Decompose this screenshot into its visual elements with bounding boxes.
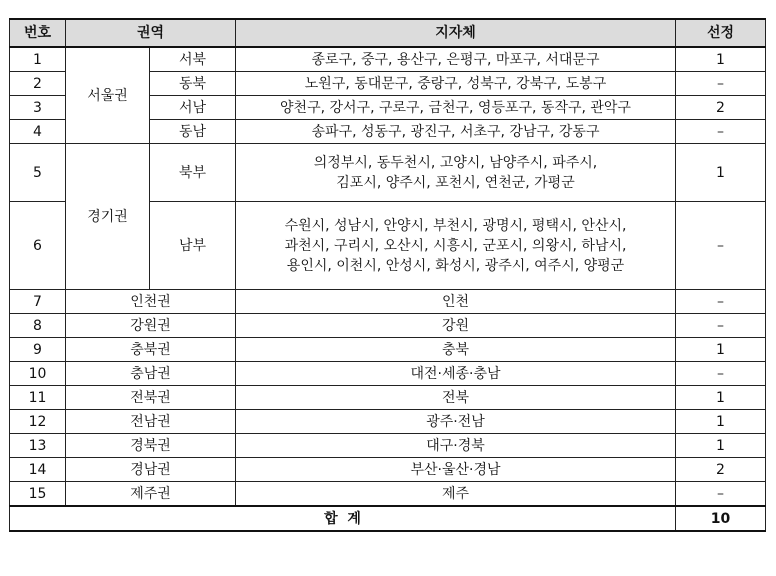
local-gov-line: 의정부시, 동두천시, 고양시, 남양주시, 파주시,	[313, 154, 598, 171]
sub-region: 북부	[150, 144, 236, 202]
sub-region: 남부	[150, 202, 236, 290]
header-selected: 선정	[676, 19, 766, 47]
region-name: 충북권	[66, 338, 236, 362]
local-gov-list: 양천구, 강서구, 구로구, 금천구, 영등포구, 동작구, 관악구	[236, 96, 676, 120]
local-gov-list: 종로구, 중구, 용산구, 은평구, 마포구, 서대문구	[236, 47, 676, 72]
local-gov-line: 과천시, 구리시, 오산시, 시흥시, 군포시, 의왕시, 하남시,	[284, 237, 627, 254]
region-group-gyeonggi: 경기권	[66, 144, 150, 290]
header-no: 번호	[10, 19, 66, 47]
row-no: 14	[10, 458, 66, 482]
selected-count: 1	[676, 144, 766, 202]
table-row	[10, 458, 766, 482]
table-header-row	[10, 19, 766, 47]
local-gov-list: 강원	[236, 314, 676, 338]
selected-count: –	[676, 202, 766, 290]
row-no: 15	[10, 482, 66, 507]
table-row	[10, 290, 766, 314]
table-row	[10, 482, 766, 507]
total-value: 10	[676, 506, 766, 531]
selected-count: 1	[676, 338, 766, 362]
total-label: 합 계	[10, 506, 676, 531]
local-gov-list: 전북	[236, 386, 676, 410]
selected-count: –	[676, 314, 766, 338]
sub-region: 서북	[150, 47, 236, 72]
local-gov-line: 김포시, 양주시, 포천시, 연천군, 가평군	[336, 174, 575, 191]
row-no: 8	[10, 314, 66, 338]
selected-count: 2	[676, 458, 766, 482]
local-gov-list: 대구·경북	[236, 434, 676, 458]
local-gov-list: 충북	[236, 338, 676, 362]
local-gov-list: 대전·세종·충남	[236, 362, 676, 386]
region-name: 경남권	[66, 458, 236, 482]
table-row	[10, 386, 766, 410]
local-gov-list: 인천	[236, 290, 676, 314]
region-name: 경북권	[66, 434, 236, 458]
selected-count: –	[676, 72, 766, 96]
local-gov-list	[236, 202, 676, 290]
region-name: 전북권	[66, 386, 236, 410]
local-gov-list: 노원구, 동대문구, 중랑구, 성북구, 강북구, 도봉구	[236, 72, 676, 96]
region-name: 강원권	[66, 314, 236, 338]
selected-count: –	[676, 120, 766, 144]
row-no: 10	[10, 362, 66, 386]
local-gov-list: 제주	[236, 482, 676, 507]
row-no: 13	[10, 434, 66, 458]
region-name: 인천권	[66, 290, 236, 314]
row-no: 12	[10, 410, 66, 434]
header-local-gov: 지자체	[236, 19, 676, 47]
table-row	[10, 338, 766, 362]
region-name: 제주권	[66, 482, 236, 507]
local-gov-line: 수원시, 성남시, 안양시, 부천시, 광명시, 평택시, 안산시,	[284, 217, 627, 234]
table-row	[10, 47, 766, 72]
selected-count: 1	[676, 410, 766, 434]
row-no: 9	[10, 338, 66, 362]
region-name: 충남권	[66, 362, 236, 386]
row-no: 1	[10, 47, 66, 72]
selected-count: 1	[676, 47, 766, 72]
selected-count: 1	[676, 386, 766, 410]
table-row	[10, 434, 766, 458]
row-no: 2	[10, 72, 66, 96]
selected-count: 2	[676, 96, 766, 120]
total-row	[10, 506, 766, 531]
sub-region: 동북	[150, 72, 236, 96]
local-gov-list	[236, 144, 676, 202]
region-group-seoul: 서울권	[66, 47, 150, 144]
region-name: 전남권	[66, 410, 236, 434]
selected-count: –	[676, 290, 766, 314]
row-no: 11	[10, 386, 66, 410]
row-no: 3	[10, 96, 66, 120]
local-gov-list: 부산·울산·경남	[236, 458, 676, 482]
local-gov-line: 용인시, 이천시, 안성시, 화성시, 광주시, 여주시, 양평군	[286, 257, 625, 274]
table-row	[10, 362, 766, 386]
selected-count: –	[676, 362, 766, 386]
row-no: 6	[10, 202, 66, 290]
local-gov-list: 송파구, 성동구, 광진구, 서초구, 강남구, 강동구	[236, 120, 676, 144]
row-no: 7	[10, 290, 66, 314]
table-row	[10, 144, 766, 202]
region-selection-table	[9, 18, 766, 532]
table-row	[10, 410, 766, 434]
sub-region: 서남	[150, 96, 236, 120]
header-region: 권역	[66, 19, 236, 47]
row-no: 5	[10, 144, 66, 202]
local-gov-list: 광주·전남	[236, 410, 676, 434]
sub-region: 동남	[150, 120, 236, 144]
selected-count: 1	[676, 434, 766, 458]
row-no: 4	[10, 120, 66, 144]
selected-count: –	[676, 482, 766, 507]
table-row	[10, 314, 766, 338]
